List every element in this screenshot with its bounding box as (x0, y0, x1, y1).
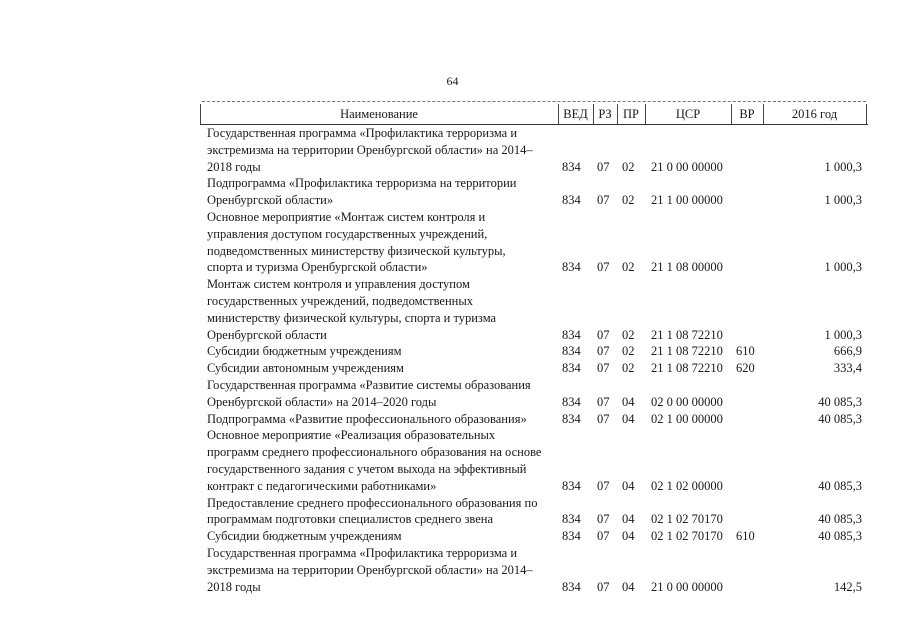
row-name (200, 276, 557, 343)
row-csr: 21 1 08 00000 (651, 260, 723, 275)
row-name-line: Государственная программа «Профилактика терроризма и (207, 126, 518, 140)
row-name (200, 360, 557, 377)
row-csr: 21 1 08 72210 (651, 327, 723, 342)
row-name (200, 427, 557, 494)
table-row (200, 343, 868, 360)
row-sum: 1 000,3 (824, 193, 862, 208)
row-name-line: Оренбургской области (207, 327, 327, 342)
row-csr: 02 1 02 00000 (651, 478, 723, 493)
row-sum: 40 085,3 (818, 512, 862, 527)
row-csr: 21 0 00 00000 (651, 159, 723, 174)
row-csr: 02 1 00 00000 (651, 411, 723, 426)
row-name (200, 495, 557, 529)
row-sum: 333,4 (833, 361, 862, 376)
row-pr: 04 (622, 512, 635, 527)
row-ved: 834 (562, 529, 581, 544)
row-ved: 834 (562, 512, 581, 527)
row-name-line: Оренбургской области» (207, 193, 334, 208)
row-name-line: Государственная программа «Развитие системы образования (207, 377, 531, 392)
table-row (200, 377, 868, 411)
row-ved: 834 (562, 344, 581, 359)
row-name (200, 528, 557, 545)
row-name-line: Предоставление среднего профессионального образования по (207, 495, 538, 510)
row-ved: 834 (562, 327, 581, 342)
row-name (200, 377, 557, 411)
row-name-line: Субсидии бюджетным учреждениям (207, 529, 402, 544)
table-body (200, 125, 868, 595)
row-name (200, 545, 557, 595)
row-name-line: программ среднего профессионального образования на основе (207, 445, 542, 460)
row-rz: 07 (597, 327, 610, 342)
row-rz: 07 (597, 394, 610, 409)
header-rz: РЗ (598, 107, 612, 121)
row-pr: 04 (622, 529, 635, 544)
row-name-line: Подпрограмма «Профилактика терроризма на территории (207, 176, 517, 191)
row-pr: 02 (622, 159, 635, 174)
row-rz: 07 (597, 361, 610, 376)
table-row (200, 545, 868, 595)
row-ved: 834 (562, 159, 581, 174)
row-ved: 834 (562, 411, 581, 426)
row-sum: 1 000,3 (824, 260, 862, 275)
header-vr: ВР (739, 107, 755, 121)
row-name-line: Субсидии бюджетным учреждениям (207, 344, 402, 359)
row-pr: 02 (622, 260, 635, 275)
row-name-line: управления доступом государственных учреждений, (207, 226, 488, 241)
row-name-line: Оренбургской области» на 2014–2020 годы (207, 394, 437, 409)
table-row (200, 175, 868, 209)
row-ved: 834 (562, 193, 581, 208)
row-sum: 40 085,3 (818, 478, 862, 493)
row-pr: 02 (622, 327, 635, 342)
row-name (200, 411, 557, 428)
row-name-line: Государственная программа «Профилактика терроризма и (207, 545, 518, 560)
row-name-line: экстремизма на территории Оренбургской области» на 2014– (207, 562, 533, 577)
header-pr: ПР (623, 107, 639, 121)
table-row (200, 125, 868, 175)
row-name-line: министерству физической культуры, спорта и туризма (207, 310, 497, 325)
row-sum: 40 085,3 (818, 529, 862, 544)
table-row (200, 528, 868, 545)
row-rz: 07 (597, 260, 610, 275)
row-rz: 07 (597, 344, 610, 359)
row-name (200, 209, 557, 276)
row-pr: 02 (622, 193, 635, 208)
table-row (200, 209, 868, 276)
row-name-line: Субсидии автономным учреждениям (207, 361, 404, 376)
row-name-line: 2018 годы (207, 159, 261, 174)
row-pr: 04 (622, 394, 635, 409)
row-name-line: спорта и туризма Оренбургской области» (207, 260, 428, 275)
row-name-line: подведомственных министерству физической культуры, (207, 243, 506, 258)
row-pr: 04 (622, 411, 635, 426)
row-sum: 1 000,3 (824, 327, 862, 342)
row-sum: 142,5 (833, 579, 862, 594)
row-name-line: экстремизма на территории Оренбургской области» на 2014– (207, 142, 533, 157)
table-row (200, 495, 868, 529)
row-vr: 620 (736, 361, 755, 376)
column-divider (866, 104, 867, 124)
row-rz: 07 (597, 411, 610, 426)
table-row (200, 276, 868, 343)
row-pr: 04 (622, 579, 635, 594)
page-number: 64 (446, 74, 459, 88)
row-name (200, 343, 557, 360)
row-sum: 1 000,3 (824, 159, 862, 174)
row-pr: 02 (622, 344, 635, 359)
row-sum: 666,9 (833, 344, 862, 359)
row-name-line: государственных учреждений, подведомственных (207, 293, 473, 308)
row-csr: 02 1 02 70170 (651, 512, 723, 527)
row-vr: 610 (736, 529, 755, 544)
row-csr: 21 1 08 72210 (651, 344, 723, 359)
table-row (200, 427, 868, 494)
row-ved: 834 (562, 394, 581, 409)
table-row (200, 411, 868, 428)
row-csr: 21 1 08 72210 (651, 361, 723, 376)
row-name-line: государственного задания с учетом выхода на эффективный (207, 461, 527, 476)
row-rz: 07 (597, 193, 610, 208)
row-ved: 834 (562, 579, 581, 594)
row-rz: 07 (597, 159, 610, 174)
row-rz: 07 (597, 529, 610, 544)
row-name-line: Подпрограмма «Развитие профессионального образования» (207, 411, 527, 426)
row-pr: 02 (622, 361, 635, 376)
row-csr: 21 0 00 00000 (651, 579, 723, 594)
budget-table (200, 102, 868, 595)
row-ved: 834 (562, 260, 581, 275)
header-name: Наименование (340, 107, 418, 121)
header-ved: ВЕД (563, 107, 588, 121)
row-name (200, 175, 557, 209)
row-sum: 40 085,3 (818, 394, 862, 409)
row-name-line: Основное мероприятие «Реализация образовательных (207, 428, 496, 443)
row-csr: 02 1 02 70170 (651, 529, 723, 544)
row-vr: 610 (736, 344, 755, 359)
row-name-line: программам подготовки специалистов среднего звена (207, 512, 494, 527)
header-year: 2016 год (791, 107, 838, 121)
row-name-line: Монтаж систем контроля и управления доступом (207, 277, 470, 292)
row-rz: 07 (597, 512, 610, 527)
row-rz: 07 (597, 579, 610, 594)
row-name-line: контракт с педагогическими работниками» (207, 478, 437, 493)
row-name-line: 2018 годы (207, 579, 261, 594)
row-csr: 02 0 00 00000 (651, 394, 723, 409)
table-row (200, 360, 868, 377)
row-sum: 40 085,3 (818, 411, 862, 426)
table-header (200, 102, 868, 125)
header-csr: ЦСР (675, 107, 701, 121)
row-csr: 21 1 00 00000 (651, 193, 723, 208)
row-name-line: Основное мероприятие «Монтаж систем контроля и (207, 209, 486, 224)
row-rz: 07 (597, 478, 610, 493)
row-pr: 04 (622, 478, 635, 493)
row-ved: 834 (562, 478, 581, 493)
row-name (200, 125, 557, 175)
row-ved: 834 (562, 361, 581, 376)
